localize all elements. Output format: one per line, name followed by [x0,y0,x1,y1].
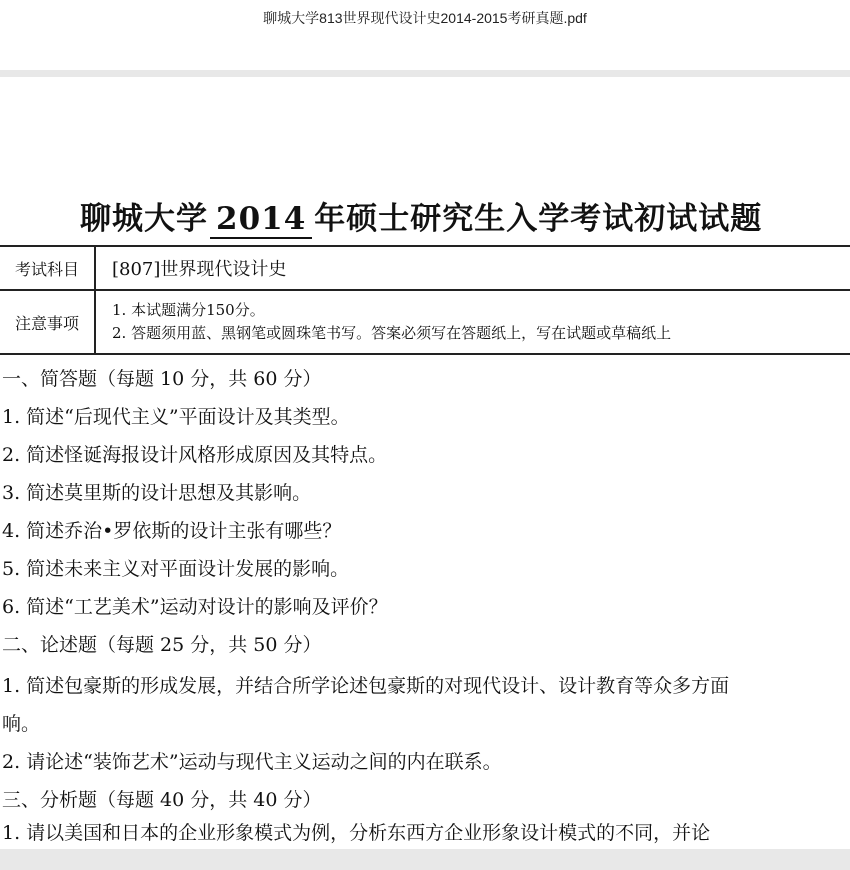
question-line: 6. 简述“工艺美术”运动对设计的影响及评价？ [2,596,388,618]
question-line: 1. 简述包豪斯的形成发展，并结合所学论述包豪斯的对现代设计、设计教育等众多方面 [2,675,730,697]
question-line: 4. 简述乔治•罗依斯的设计主张有哪些？ [2,520,342,542]
subject-row [0,246,850,290]
viewer-header [0,0,850,70]
subject-label: 考试科目 [0,246,95,290]
header-divider [0,70,850,77]
document-title: 聊城大学813世界现代设计史2014-2015考研真题.pdf [263,10,587,26]
question-line: 1. 请以美国和日本的企业形象模式为例，分析东西方企业形象设计模式的不同，并论 [2,822,711,844]
note-item: 2. 答题须用蓝、黑钢笔或圆珠笔书写。答案必须写在答题纸上，写在试题或草稿纸上 [112,324,672,342]
question-line: 3. 简述莫里斯的设计思想及其影响。 [2,482,312,504]
notes-row [0,290,850,354]
question-line: 5. 简述未来主义对平面设计发展的影响。 [2,558,350,580]
question-line: 响。 [2,713,41,735]
heading-suffix: 年硕士研究生入学考试初试试题 [314,201,763,237]
subject-value: [807]世界现代设计史 [95,246,850,290]
notes-label: 注意事项 [0,290,95,354]
question-line: 1. 简述“后现代主义”平面设计及其类型。 [2,406,350,428]
pdf-page [0,77,850,849]
notes-value [95,290,850,354]
exam-info-table [0,245,850,355]
exam-heading [80,193,850,239]
heading-year: 2014 [210,201,312,239]
footer-divider [0,849,850,870]
section-heading-short-answer: 一、简答题（每题 10 分，共 60 分） [2,368,322,390]
section-heading-analysis: 三、分析题（每题 40 分，共 40 分） [2,789,322,811]
question-line: 2. 简述怪诞海报设计风格形成原因及其特点。 [2,444,388,466]
section-heading-essay: 二、论述题（每题 25 分，共 50 分） [2,634,322,656]
note-item: 1. 本试题满分150分。 [112,301,265,319]
heading-prefix: 聊城大学 [80,201,208,237]
question-line: 2. 请论述“装饰艺术”运动与现代主义运动之间的内在联系。 [2,751,502,773]
